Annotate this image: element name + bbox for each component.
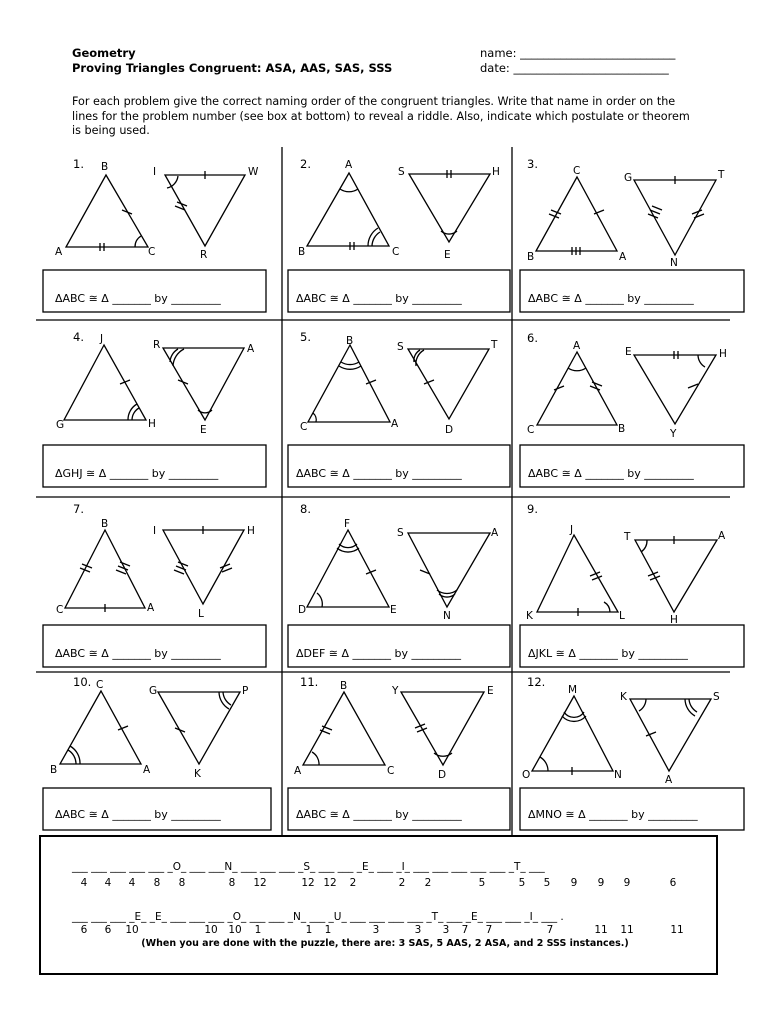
vertex-label: H — [719, 348, 727, 360]
vertex-label: G — [56, 419, 65, 431]
vertex-label: C — [573, 165, 581, 177]
vertex-label: B — [346, 335, 354, 347]
vertex-label: G — [149, 685, 158, 697]
vertex-label: I — [153, 525, 157, 537]
answer-line[interactable]: ΔMNO ≅ Δ _______ by _________ — [528, 808, 698, 821]
riddle-line-2[interactable]: ___ ___ ___ _E_ _E_ ___ ___ ___ _O_ ___ ___ _N_ ___ _U_ ___ ___ ___ ___ _T_ ___ _E_ ___ ___ _I_ ___ . — [72, 911, 564, 923]
letter-number: 2 — [349, 877, 357, 889]
riddle-line-1[interactable]: ___ ___ ___ ___ ___ _O_ ___ ___N_ ___ ___ ___ _S_ ___ ___ _E_ ___ _I_ ___ ___ ___ ___ ___ _T_ ___ — [72, 861, 545, 873]
vertex-label: T — [491, 339, 498, 351]
problem-number: 6. — [527, 331, 538, 345]
vertex-label: E — [390, 604, 397, 616]
problem-number: 8. — [300, 502, 311, 516]
letter-number: 9 — [623, 877, 631, 889]
vertex-label: R — [200, 249, 208, 261]
letter-number: 11 — [670, 924, 684, 936]
vertex-label: S — [397, 527, 404, 539]
problem-number: 9. — [527, 502, 538, 516]
vertex-label: E — [625, 346, 632, 358]
vertex-label: K — [194, 768, 201, 780]
vertex-label: S — [397, 341, 404, 353]
letter-number: 4 — [128, 877, 136, 889]
answer-line[interactable]: ΔDEF ≅ Δ _______ by _________ — [296, 647, 461, 660]
letter-number: 1 — [254, 924, 262, 936]
letter-number: 7 — [485, 924, 493, 936]
answer-line[interactable]: ΔGHJ ≅ Δ _______ by _________ — [55, 467, 219, 480]
letter-number: 11 — [620, 924, 634, 936]
problem-number: 7. — [73, 502, 84, 516]
vertex-label: F — [344, 518, 351, 530]
problem-number: 1. — [73, 157, 84, 171]
vertex-label: A — [391, 418, 399, 430]
letter-number: 1 — [305, 924, 313, 936]
letter-number: 12 — [253, 877, 267, 889]
vertex-label: L — [198, 608, 204, 620]
vertex-label: B — [101, 518, 109, 530]
answer-line[interactable]: ΔABC ≅ Δ _______ by _________ — [55, 292, 221, 305]
vertex-label: T — [718, 169, 725, 181]
vertex-label: H — [670, 614, 678, 626]
problem-number: 10. — [73, 675, 92, 689]
vertex-label: E — [444, 249, 451, 261]
vertex-label: S — [398, 166, 405, 178]
vertex-label: B — [618, 423, 626, 435]
vertex-label: A — [573, 340, 581, 352]
vertex-label: A — [294, 765, 302, 777]
worksheet-heading: Proving Triangles Congruent: ASA, AAS, SAS, SSS — [72, 61, 393, 75]
vertex-label: C — [527, 424, 535, 436]
vertex-label: E — [487, 685, 494, 697]
answer-line[interactable]: ΔABC ≅ Δ _______ by _________ — [296, 292, 462, 305]
vertex-label: H — [247, 525, 255, 537]
vertex-label: B — [340, 680, 348, 692]
vertex-label: A — [665, 774, 673, 786]
problem-number: 5. — [300, 330, 311, 344]
vertex-label: Y — [670, 428, 677, 440]
vertex-label: E — [200, 424, 207, 436]
letter-number: 6 — [104, 924, 112, 936]
vertex-label: P — [242, 685, 249, 697]
problem-number: 2. — [300, 157, 311, 171]
vertex-label: H — [148, 418, 156, 430]
answer-line[interactable]: ΔABC ≅ Δ _______ by _________ — [55, 647, 221, 660]
answer-line[interactable]: ΔABC ≅ Δ _______ by _________ — [296, 808, 462, 821]
vertex-label: G — [624, 172, 633, 184]
vertex-label: A — [345, 159, 353, 171]
vertex-label: J — [100, 333, 104, 345]
vertex-label: A — [247, 343, 255, 355]
letter-number: 5 — [478, 877, 486, 889]
letter-number: 2 — [424, 877, 432, 889]
vertex-label: B — [527, 251, 535, 263]
letter-number: 6 — [669, 877, 677, 889]
vertex-label: I — [153, 166, 157, 178]
problem-number: 12. — [527, 675, 546, 689]
letter-number: 9 — [570, 877, 578, 889]
answer-line[interactable]: ΔJKL ≅ Δ _______ by _________ — [528, 647, 688, 660]
vertex-label: W — [248, 166, 259, 178]
letter-number: 7 — [546, 924, 554, 936]
vertex-label: A — [718, 530, 726, 542]
vertex-label: D — [298, 604, 307, 616]
instructions: For each problem give the correct naming order of the congruent triangles. Write that name in order on the lines for the problem number (see box at bottom) to reveal a riddle. Also, indicate which postulate or theorem is being used. — [72, 95, 690, 137]
vertex-label: K — [620, 691, 627, 703]
letter-number: 2 — [398, 877, 406, 889]
subject-label: Geometry — [72, 46, 136, 60]
vertex-label: N — [614, 769, 622, 781]
vertex-label: M — [568, 684, 578, 696]
vertex-label: B — [50, 764, 58, 776]
vertex-label: Y — [392, 685, 399, 697]
letter-number: 4 — [80, 877, 88, 889]
letter-number: 10 — [228, 924, 242, 936]
letter-number: 5 — [543, 877, 551, 889]
letter-number: 10 — [204, 924, 218, 936]
name-field[interactable]: name: ___________________________ — [480, 46, 676, 60]
vertex-label: R — [153, 339, 161, 351]
letter-number: 10 — [125, 924, 139, 936]
letter-number: 12 — [301, 877, 315, 889]
vertex-label: T — [624, 531, 631, 543]
vertex-label: A — [147, 602, 155, 614]
letter-number: 3 — [372, 924, 380, 936]
answer-line[interactable]: ΔABC ≅ Δ _______ by _________ — [528, 467, 694, 480]
problem-number: 4. — [73, 330, 84, 344]
puzzle-note: (When you are done with the puzzle, there are: 3 SAS, 5 AAS, 2 ASA, and 2 SSS instances.) — [141, 938, 629, 949]
letter-number: 8 — [228, 877, 236, 889]
answer-line[interactable]: ΔABC ≅ Δ _______ by _________ — [528, 292, 694, 305]
vertex-label: L — [619, 610, 625, 622]
vertex-label: B — [298, 246, 306, 258]
vertex-label: C — [96, 679, 104, 691]
letter-number: 9 — [597, 877, 605, 889]
problem-number: 11. — [300, 675, 319, 689]
vertex-label: D — [438, 769, 447, 781]
problem-number: 3. — [527, 157, 538, 171]
vertex-label: N — [443, 610, 451, 622]
vertex-label: O — [522, 769, 531, 781]
vertex-label: D — [445, 424, 454, 436]
vertex-label: K — [526, 610, 533, 622]
vertex-label: A — [491, 527, 499, 539]
letter-number: 11 — [594, 924, 608, 936]
answer-line[interactable]: ΔABC ≅ Δ _______ by _________ — [296, 467, 462, 480]
vertex-label: S — [713, 691, 720, 703]
letter-number: 8 — [178, 877, 186, 889]
vertex-label: C — [392, 246, 400, 258]
letter-number: 8 — [153, 877, 161, 889]
letter-number: 3 — [442, 924, 450, 936]
letter-number: 12 — [323, 877, 337, 889]
answer-line[interactable]: ΔABC ≅ Δ _______ by _________ — [55, 808, 221, 821]
letter-number: 4 — [104, 877, 112, 889]
vertex-label: A — [143, 764, 151, 776]
vertex-label: H — [492, 166, 500, 178]
letter-number: 7 — [461, 924, 469, 936]
letter-number: 5 — [518, 877, 526, 889]
letter-number: 6 — [80, 924, 88, 936]
vertex-label: C — [56, 604, 64, 616]
vertex-label: N — [670, 257, 678, 269]
vertex-label: A — [619, 251, 627, 263]
letter-number: 3 — [414, 924, 422, 936]
vertex-label: B — [101, 161, 109, 173]
vertex-label: C — [387, 765, 395, 777]
vertex-label: C — [300, 421, 308, 433]
date-field[interactable]: date: ___________________________ — [480, 61, 669, 75]
vertex-label: J — [570, 524, 574, 536]
vertex-label: A — [55, 246, 63, 258]
letter-number: 1 — [324, 924, 332, 936]
vertex-label: C — [148, 246, 156, 258]
